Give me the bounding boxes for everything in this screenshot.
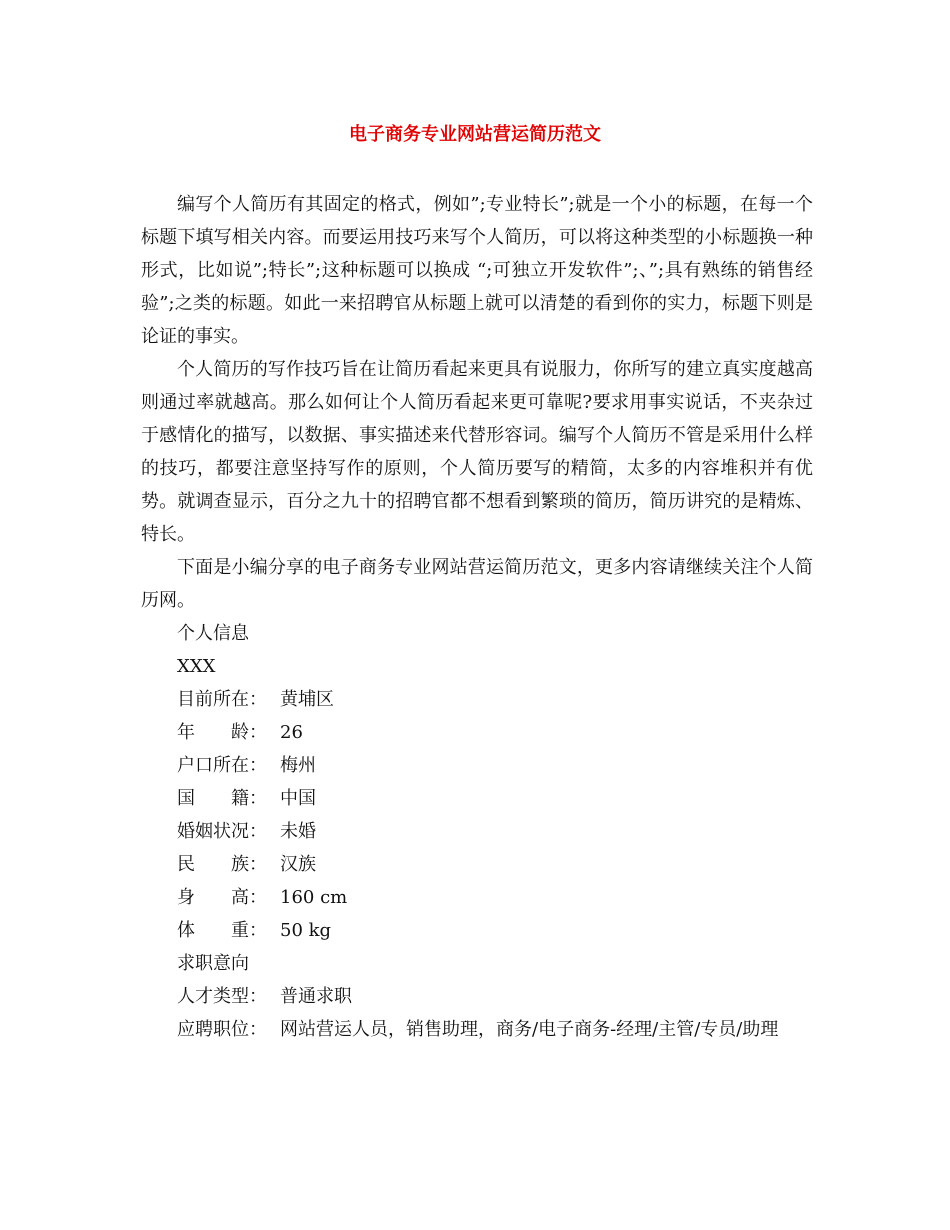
field-nationality xyxy=(141,782,813,815)
field-value: 160 cm xyxy=(280,887,348,908)
field-applied-position xyxy=(141,1013,813,1046)
field-value: 网站营运人员，销售助理，商务/电子商务-经理/主管/专员/助理 xyxy=(280,1019,779,1040)
field-label xyxy=(177,782,267,815)
lead-in-paragraph: 下面是小编分享的电子商务专业网站营运简历范文，更多内容请继续关注个人简历网。 xyxy=(141,557,813,611)
field-label: 应聘职位： xyxy=(177,1019,267,1040)
field-value: 26 xyxy=(280,722,303,743)
document-title: 电子商务专业网站营运简历范文 xyxy=(349,124,601,145)
field-label xyxy=(177,914,267,947)
field-label-right: 重： xyxy=(231,920,267,941)
field-label xyxy=(177,716,267,749)
field-value: 黄埔区 xyxy=(280,689,334,710)
field-label: 婚姻状况： xyxy=(177,821,267,842)
field-value: 梅州 xyxy=(280,755,316,776)
field-label: 目前所在： xyxy=(177,689,267,710)
field-label-right: 高： xyxy=(231,887,267,908)
field-label-right: 籍： xyxy=(231,788,267,809)
field-value: 中国 xyxy=(280,788,316,809)
field-value: 普通求职 xyxy=(280,986,352,1007)
field-label-left: 身 xyxy=(177,887,195,908)
field-label-left: 国 xyxy=(177,788,195,809)
field-label-right: 龄： xyxy=(231,722,267,743)
field-height xyxy=(141,881,813,914)
field-talent-type xyxy=(141,980,813,1013)
field-weight xyxy=(141,914,813,947)
field-label-left: 民 xyxy=(177,854,195,875)
field-age xyxy=(141,716,813,749)
field-label: 人才类型： xyxy=(177,986,267,1007)
field-current-location xyxy=(141,683,813,716)
field-value: 未婚 xyxy=(280,821,316,842)
field-label-right: 族： xyxy=(231,854,267,875)
intro-paragraph: 编写个人简历有其固定的格式，例如”;专业特长”;就是一个小的标题，在每一个标题下填写相关内容。而要运用技巧来写个人简历，可以将这种类型的小标题换一种形式，比如说”;特长”;这种标题可以换成 “;可独立开发软件”;、”;具有熟练的销售经验”;之类的标题。如此一来招聘官从标题上就可以清楚的看到你的实力，标题下则是论证的事实。 xyxy=(141,194,813,347)
field-household-registration xyxy=(141,749,813,782)
field-ethnicity xyxy=(141,848,813,881)
document-body xyxy=(141,188,813,1046)
field-value: 50 kg xyxy=(280,920,332,941)
tips-paragraph: 个人简历的写作技巧旨在让简历看起来更具有说服力，你所写的建立真实度越高则通过率就越高。那么如何让个人简历看起来更可靠呢?要求用事实说话，不夹杂过于感情化的描写，以数据、事实描述来代替形容词。编写个人简历不管是采用什么样的技巧，都要注意坚持写作的原则，个人简历要写的精简，太多的内容堆积并有优势。就调查显示，百分之九十的招聘官都不想看到繁琐的简历，简历讲究的是精炼、特长。 xyxy=(141,359,813,545)
field-label xyxy=(177,848,267,881)
field-marital-status xyxy=(141,815,813,848)
personal-info-heading: 个人信息 xyxy=(177,623,249,644)
applicant-name: XXX xyxy=(177,656,216,677)
field-label-left: 年 xyxy=(177,722,195,743)
field-label-left: 体 xyxy=(177,920,195,941)
job-intention-heading: 求职意向 xyxy=(177,953,249,974)
field-value: 汉族 xyxy=(280,854,316,875)
field-label: 户口所在： xyxy=(177,755,267,776)
field-label xyxy=(177,881,267,914)
